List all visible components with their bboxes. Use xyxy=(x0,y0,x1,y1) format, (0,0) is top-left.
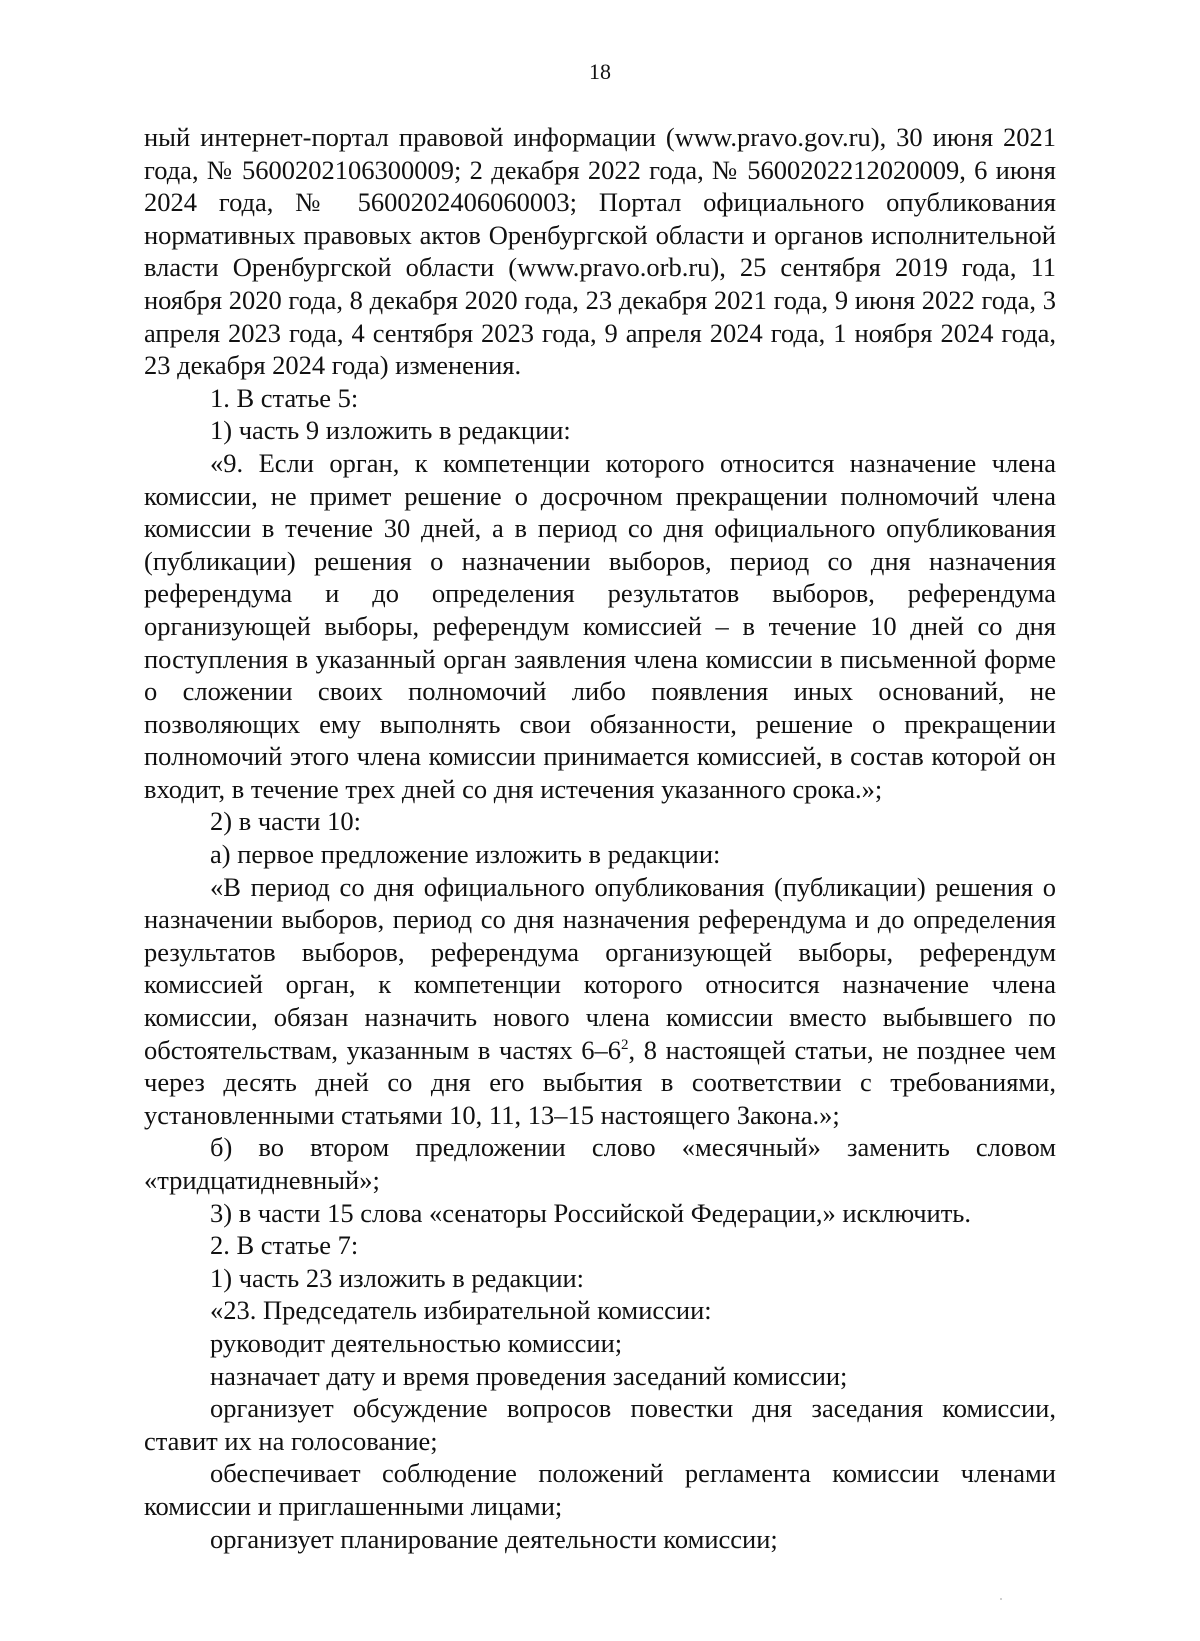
superscript: 2 xyxy=(620,1036,629,1053)
paragraph-text-before-superscript: «В период со дня официального опубликования (публикации) решения о назначении выборов, период со дня назначения референдума и до определения результатов выборов, референдума организующей выборы, референдум комиссией орган, к компетенции которого относится назначение члена комиссии, обязан назначить нового члена комиссии вместо выбывшего по обстоятельствам, указанным в частях 6–6 xyxy=(144,871,1056,1065)
paragraph-duty: организует планирование деятельности комиссии; xyxy=(210,1523,778,1554)
paragraph-item: б) во втором предложении слово «месячный» заменить словом «тридцатидневный»; xyxy=(144,1132,1056,1195)
paragraph-continuation: ный интернет-портал правовой информации (www.pravo.gov.ru), 30 июня 2021 года, № 5600202106300009; 2 декабря 2022 года, № 5600202212020009, 6 июня 2024 года, № 5600202406060003; Портал официального опубликования нормативных правовых актов Оренбургской области и органов исполнительной власти Оренбургской области (www.pravo.orb.ru), 25 сентября 2019 года, 11 ноября 2020 года, 8 декабря 2020 года, 23 декабря 2021 года, 9 июня 2022 года, 3 апреля 2023 года, 4 сентября 2023 года, 9 апреля 2024 года, 1 ноября 2024 года, 23 декабря 2024 года) изменения. xyxy=(144,122,1056,381)
paragraph-item: 2) в части 10: xyxy=(210,806,361,837)
paragraph-item: 1) часть 23 изложить в редакции: xyxy=(210,1262,585,1293)
paragraph-duty: руководит деятельностью комиссии; xyxy=(210,1327,623,1358)
scan-artifact xyxy=(1000,1598,1002,1600)
paragraph-item: а) первое предложение изложить в редакции: xyxy=(210,839,721,870)
paragraph-part-23-heading: «23. Председатель избирательной комиссии: xyxy=(210,1295,712,1326)
paragraph-article-7: 2. В статье 7: xyxy=(210,1230,359,1261)
paragraph-item: 3) в части 15 слова «сенаторы Российской Федерации,» исключить. xyxy=(210,1197,972,1228)
paragraph-text-after-superscript: , 8 настоящей статьи, не позднее чем через десять дней со дня его выбытия в соответствии с требованиями, установленными статьями 10, 11, 13–15 настоящего Закона.»; xyxy=(144,1034,1056,1130)
paragraph-part-10-text xyxy=(144,871,1056,1132)
paragraph-part-9-text: «9. Если орган, к компетенции которого относится назначение члена комиссии, не примет решение о досрочном прекращении полномочий члена комиссии в течение 30 дней, а в период со дня официального опубликования (публикации) решения о назначении выборов, период со дня назначения референдума и до определения результатов выборов, референдума организующей выборы, референдум комиссией – в течение 10 дней со дня поступления в указанный орган заявления члена комиссии в письменной форме о сложении своих полномочий либо появления иных оснований, не позволяющих ему выполнять свои обязанности, решение о прекращении полномочий этого члена комиссии принимается комиссией, в состав которой он входит, в течение трех дней со дня истечения указанного срока.»; xyxy=(144,447,1056,804)
paragraph-duty: назначает дату и время проведения заседаний комиссии; xyxy=(210,1360,848,1391)
paragraph-article-5: 1. В статье 5: xyxy=(210,382,359,413)
page-number: 18 xyxy=(589,59,611,84)
paragraph-item: 1) часть 9 изложить в редакции: xyxy=(210,415,571,446)
paragraph-duty: организует обсуждение вопросов повестки дня заседания комиссии, ставит их на голосование; xyxy=(144,1393,1056,1456)
document-body xyxy=(144,121,1056,1555)
paragraph-duty: обеспечивает соблюдение положений регламента комиссии членами комиссии и приглашенными лицами; xyxy=(144,1458,1056,1521)
